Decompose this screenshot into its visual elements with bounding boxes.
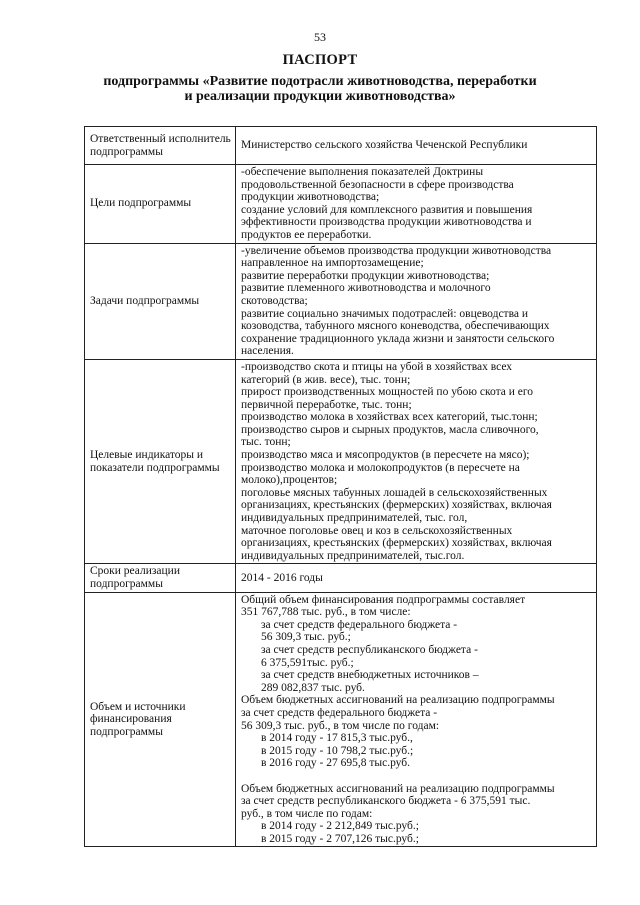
content-line: поголовье мясных табунных лошадей в сельскохозяйственных [241, 486, 548, 499]
row-content-tasks [236, 243, 597, 359]
content-line: тыс. тонн; [241, 436, 291, 449]
content-line: в 2015 году - 10 798,2 тыс.руб.; [261, 744, 414, 757]
content-line: Общий объем финансирования подпрограммы составляет [241, 593, 526, 606]
table-row [85, 243, 597, 359]
content-line: производство молока и молокопродуктов (в пересчете на [241, 461, 520, 474]
subtitle-line: подпрограммы «Развитие подотрасли животноводства, переработки [103, 74, 537, 89]
table-row [85, 359, 597, 564]
row-content-funding [236, 592, 597, 847]
row-content-executor [236, 127, 597, 165]
content-line: направленное на импортозамещение; [241, 257, 424, 270]
content-line: Объем бюджетных ассигнований на реализацию подпрограммы [241, 694, 555, 707]
content-line: Объем бюджетных ассигнований на реализацию подпрограммы [241, 782, 555, 795]
content-line: производство молока в хозяйствах всех категорий, тыс.тонн; [241, 411, 538, 424]
content-line: организациях, крестьянских (фермерских) хозяйствах, включая [241, 537, 552, 550]
content-line: в 2016 году - 27 695,8 тыс.руб. [261, 757, 410, 770]
content-line: развитие племенного животноводства и молочного [241, 282, 491, 295]
table-row [85, 592, 597, 847]
row-label-executor: Ответственный исполнитель подпрограммы [85, 127, 236, 165]
content-line: в 2014 году - 17 815,3 тыс.руб., [261, 732, 413, 745]
content-line: скотоводства; [241, 294, 308, 307]
content-line: в 2015 году - 2 707,126 тыс.руб.; [261, 832, 419, 845]
content-line: за счет средств республиканского бюджета - [261, 643, 478, 656]
row-content-terms [236, 564, 597, 592]
content-line: -обеспечение выполнения показателей Доктрины [241, 166, 484, 178]
content-line: 56 309,3 тыс. руб.; [261, 631, 351, 644]
content-line: производство мяса и мясопродуктов (в пересчете на мясо); [241, 449, 530, 462]
content-line: 6 375,591тыс. руб.; [261, 656, 354, 669]
content-line: за счет средств внебюджетных источников – [261, 669, 479, 682]
content-line: продовольственной безопасности в сфере производства [241, 178, 514, 191]
content-line: первичной переработке, тыс. тонн; [241, 398, 412, 411]
content-line: -увеличение объемов производства продукции животноводства [241, 244, 552, 257]
subtitle-line: и реализации продукции животноводства» [184, 89, 456, 104]
content-line: индивидуальных предпринимателей, тыс.гол. [241, 549, 465, 562]
content-line: -производство скота и птицы на убой в хозяйствах всех [241, 360, 513, 373]
row-label-tasks: Задачи подпрограммы [85, 243, 236, 359]
content-line: руб., в том числе по годам: [241, 807, 373, 820]
content-line: козоводства, табунного мясного коневодства, обеспечивающих [241, 320, 550, 333]
row-content-indicators [236, 359, 597, 564]
content-line: индивидуальных предпринимателей, тыс. гол, [241, 512, 468, 525]
content-line: 2014 - 2016 годы [241, 571, 323, 584]
content-line: за счет средств федерального бюджета - [261, 618, 458, 631]
content-line: 351 767,788 тыс. руб., в том числе: [241, 606, 411, 619]
content-line: сохранение традиционного уклада жизни и занятости сельского [241, 332, 555, 345]
content-line: за счет средств республиканского бюджета - 6 375,591 тыс. [241, 795, 531, 808]
content-line: Министерство сельского хозяйства Чеченской Республики [241, 139, 528, 152]
row-label-terms: Сроки реализации подпрограммы [85, 564, 236, 592]
content-line: категорий (в жив. весе), тыс. тонн; [241, 373, 411, 386]
document-subtitle [40, 74, 600, 104]
content-line: продукции животноводства; [241, 191, 380, 204]
content-line: продуктов ее переработки. [241, 228, 372, 241]
row-label-funding: Объем и источники финансирования подпрограммы [85, 592, 236, 847]
content-line: молоко),процентов; [241, 474, 338, 487]
content-line: эффективности производства продукции животноводства и [241, 216, 532, 229]
content-line: населения. [241, 345, 294, 358]
content-line: организациях, крестьянских (фермерских) хозяйствах, включая [241, 499, 552, 512]
blank-line [241, 770, 593, 783]
row-content-goals [236, 165, 597, 244]
table-row [85, 165, 597, 244]
document-title: ПАСПОРТ [282, 52, 358, 68]
row-label-goals: Цели подпрограммы [85, 165, 236, 244]
content-line: за счет средств федерального бюджета - [241, 706, 438, 719]
table-row [85, 127, 597, 165]
table-row [85, 564, 597, 592]
content-line: маточное поголовье овец и коз в сельскохозяйственных [241, 524, 513, 537]
content-line: развитие переработки продукции животноводства; [241, 269, 490, 282]
content-line: создание условий для комплексного развития и повышения [241, 203, 533, 216]
passport-table [84, 126, 597, 847]
page-number: 53 [314, 30, 326, 44]
content-line: развитие социально значимых подотраслей: овцеводства и [241, 307, 528, 320]
content-line: прирост производственных мощностей по убою скота и его [241, 386, 534, 399]
content-line: в 2014 году - 2 212,849 тыс.руб.; [261, 820, 419, 833]
content-line: 56 309,3 тыс. руб., в том числе по годам: [241, 719, 440, 732]
row-label-indicators: Целевые индикаторы и показатели подпрограммы [85, 359, 236, 564]
content-line: 289 082,837 тыс. руб. [261, 681, 365, 694]
content-line: производство сыров и сырных продуктов, масла сливочного, [241, 423, 539, 436]
